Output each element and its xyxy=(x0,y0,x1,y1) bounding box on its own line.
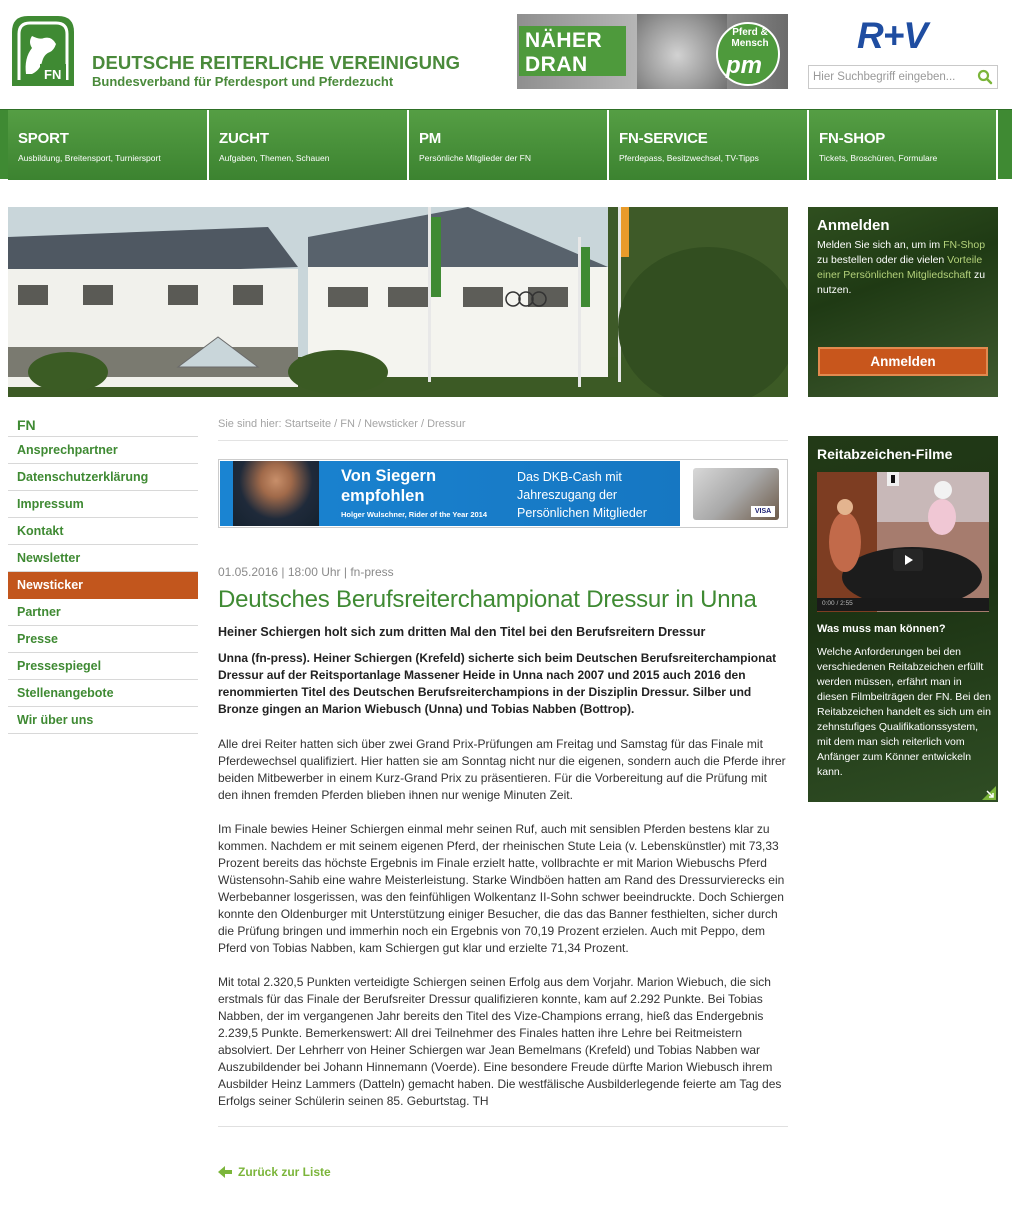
dkb-banner[interactable] xyxy=(218,459,788,528)
nav-subtitle: Aufgaben, Themen, Schauen xyxy=(219,153,330,163)
side-nav-item-datenschutz[interactable]: Datenschutzerklärung xyxy=(8,464,198,491)
article-subtitle: Heiner Schiergen holt sich zum dritten Mal den Titel bei den Berufsreitern Dressur xyxy=(218,625,706,639)
side-nav-item-wir-ueber-uns[interactable]: Wir über uns xyxy=(8,707,198,734)
nav-subtitle: Pferdepass, Besitzwechsel, TV-Tipps xyxy=(619,153,759,163)
article-lead: Unna (fn-press). Heiner Schiergen (Krefeld) sicherte sich beim Deutschen Berufsreiterchampionat Dressur auf der Reitsportanlage Massener Heide in Unna nach 2007 und 2015 auch 2016 den renommierten Titel des Deutschen Berufsreiterchampions in der Disziplin Dressur. Silber und Bronze gingen an Marion Wiebusch (Unna) und Tobias Nabben (Bottrop). xyxy=(218,651,777,716)
play-button[interactable] xyxy=(893,549,923,571)
pm-badge-main: pm xyxy=(726,52,762,79)
side-nav-title[interactable]: FN xyxy=(8,411,198,437)
nav-subtitle: Ausbildung, Breitensport, Turniersport xyxy=(18,153,161,163)
video-box-title: Reitabzeichen-Filme xyxy=(817,446,953,462)
banner-offer: Das DKB-Cash mit Jahreszugang der Persönlichen Mitglieder xyxy=(517,470,647,520)
fn-shop-link[interactable]: FN-Shop xyxy=(943,239,986,251)
nav-zucht[interactable] xyxy=(209,110,409,180)
side-nav-item-newsletter[interactable]: Newsletter xyxy=(8,545,198,572)
search-button[interactable] xyxy=(975,68,995,86)
article-title: Deutsches Berufsreiterchampionat Dressur in Unna xyxy=(218,586,757,613)
nav-pm[interactable] xyxy=(409,110,609,180)
article-paragraph: Im Finale bewies Heiner Schiergen einmal mehr seinen Ruf, auch mit sensiblen Pferden bestens klar zu kommen. Nachdem er mit seinem eigenen Pferd, der rheinischen Stute Leia (v. Lebenskünstler) mit 73,33 Prozent bereits das höchste Ergebnis im Finale erzielt hatte, vollbrachte er mit Marion Wiebuschs Pferd Wüstensohn-Sahib eine wahre Meisterleistung. Starke Windböen hatten am Rand des Dressurvierecks ein Werbebanner losgerissen, was den feinfühligen Wolkentanz II-Sohn schwer beeindruckte. Doch Schiergen konnte den Oldenburger mit Unterstützung einiger Besucher, die das das Banner festhielten, sicher durch die Prüfung bringen und immerhin noch ein Ergebnis von 70,19 Prozent erzielen. Auch mit Peppo, dem Pferd von Tobias Nabben, kam Schiergen gut klar und erzielte 71,34 Prozent. xyxy=(218,822,785,955)
hero-image xyxy=(8,207,788,397)
nav-subtitle: Tickets, Broschüren, Formulare xyxy=(819,153,938,163)
search-box xyxy=(808,65,998,89)
pm-badge-top: Pferd & Mensch xyxy=(731,27,769,49)
divider xyxy=(218,1126,788,1127)
login-box xyxy=(808,207,998,397)
side-nav-item-newsticker[interactable]: Newsticker xyxy=(8,572,198,599)
login-button[interactable]: Anmelden xyxy=(818,347,988,376)
org-name: DEUTSCHE REITERLICHE VEREINIGUNG xyxy=(92,52,461,73)
side-nav-item-impressum[interactable]: Impressum xyxy=(8,491,198,518)
nav-sport[interactable] xyxy=(8,110,209,180)
side-nav-item-kontakt[interactable]: Kontakt xyxy=(8,518,198,545)
article-meta: 01.05.2016 | 18:00 Uhr | fn-press xyxy=(218,565,394,579)
login-title: Anmelden xyxy=(817,217,890,234)
banner-caption: Holger Wulschner, Rider of the Year 2014 xyxy=(341,510,488,519)
search-icon xyxy=(975,68,995,86)
banner-headline: Von Siegern empfohlen xyxy=(341,467,437,505)
expand-corner-icon[interactable] xyxy=(982,786,996,800)
login-text xyxy=(817,238,989,298)
side-nav-item-ansprechpartner[interactable]: Ansprechpartner xyxy=(8,437,198,464)
pm-banner[interactable] xyxy=(517,14,788,89)
nav-fn-service[interactable] xyxy=(609,110,809,180)
article-paragraph: Mit total 2.320,5 Punkten verteidigte Schiergen seinen Erfolg aus dem Vorjahr. Marion Wiebuch, die sich erstmals für das Finale der Berufsreiter Dressur qualifizieren konnte, kam auf 2.292 Punkte. Bei Tobias Nabben, der im vergangenen Jahr bereits den Titel des Vize-Champions errang, hieß das Endergebnis 2.239,5 Punkte. Bemerkenswert: All drei Teilnehmer des Finales hatten ihre Lehre bei Reitmeistern absolviert. Der Lehrherr von Heiner Schiergen war Jean Bemelmans (Krefeld) und Tobias Nabben war Auszubildender bei Johann Hinnemann (Voerde). Eine besondere Freude dürfte Marion Wiebusch ihrem Ausbilder Heinz Lammers (Datteln) gemacht haben. Die westfälische Ausbilderlegende feierte am Tag des Erfolgs seiner Schülerin seinen 85. Geburtstag. TH xyxy=(218,975,782,1108)
membership-benefits-link[interactable]: Vorteile einer Persönlichen Mitgliedschaft xyxy=(817,254,983,281)
side-nav-item-presse[interactable]: Presse xyxy=(8,626,198,653)
back-link-label: Zurück zur Liste xyxy=(238,1165,331,1179)
logo-text: FN xyxy=(44,67,62,82)
login-text-part: Melden Sie sich an, um im xyxy=(817,239,944,251)
banner-photo xyxy=(637,14,727,89)
fn-logo[interactable] xyxy=(10,14,76,88)
rider-photo xyxy=(233,461,319,526)
article-paragraph: Alle drei Reiter hatten sich über zwei Grand Prix-Prüfungen am Freitag und Samstag für das Finale mit Pferdewechsel qualifiziert. Hier hatten sie am Sonntag nicht nur die eigenen, sondern auch die Pferde ihrer beiden Mitbewerber in einem Kurz-Grand Prix zu präsentieren. Für die Vorbereitung auf die Prüfung mit den ihnen fremden Pferden blieben ihnen nur wenige Minuten Zeit. xyxy=(218,737,786,802)
nav-title: PM xyxy=(419,130,442,147)
rv-sponsor-logo[interactable]: R+V xyxy=(857,15,928,56)
video-box-text: Welche Anforderungen bei den verschiedenen Reitabzeichen erfüllt werden müssen, erfährt man in diesen Filmbeiträgen der FN. Bei den Reitabzeichen handelt es sich um ein zehnstufiges Qualifikationssystem, mit dem man sich reiterlich vom Anfänger zum Könner entwickeln kann. xyxy=(817,646,991,778)
login-text-part: zu nutzen. xyxy=(817,269,986,296)
back-to-list-link[interactable] xyxy=(218,1165,331,1179)
nav-subtitle: Persönliche Mitglieder der FN xyxy=(419,153,531,163)
org-subtitle: Bundesverband für Pferdesport und Pferdezucht xyxy=(92,74,394,89)
video-player[interactable] xyxy=(817,472,989,612)
side-nav-item-partner[interactable]: Partner xyxy=(8,599,198,626)
banner-line1: NÄHER xyxy=(525,29,603,52)
play-icon xyxy=(893,549,923,571)
video-box xyxy=(808,436,998,802)
search-input[interactable] xyxy=(809,66,969,88)
nav-title: SPORT xyxy=(18,130,69,147)
divider xyxy=(218,440,788,441)
login-text-part: zu bestellen oder die vielen xyxy=(817,254,948,266)
video-box-question: Was muss man können? xyxy=(817,623,946,635)
nav-title: FN-SHOP xyxy=(819,130,886,147)
side-nav xyxy=(8,411,198,734)
arrow-left-icon xyxy=(218,1166,232,1178)
side-nav-item-stellenangebote[interactable]: Stellenangebote xyxy=(8,680,198,707)
banner-line2: DRAN xyxy=(525,53,588,76)
nav-fn-shop[interactable] xyxy=(809,110,998,180)
main-nav xyxy=(0,109,1012,179)
visa-logo: VISA xyxy=(751,506,775,517)
side-nav-item-pressespiegel[interactable]: Pressespiegel xyxy=(8,653,198,680)
breadcrumb[interactable]: Sie sind hier: Startseite / FN / Newsticker / Dressur xyxy=(218,418,466,430)
video-time: 0:00 / 2:55 xyxy=(822,600,853,607)
nav-title: ZUCHT xyxy=(219,130,269,147)
nav-title: FN-SERVICE xyxy=(619,130,708,147)
